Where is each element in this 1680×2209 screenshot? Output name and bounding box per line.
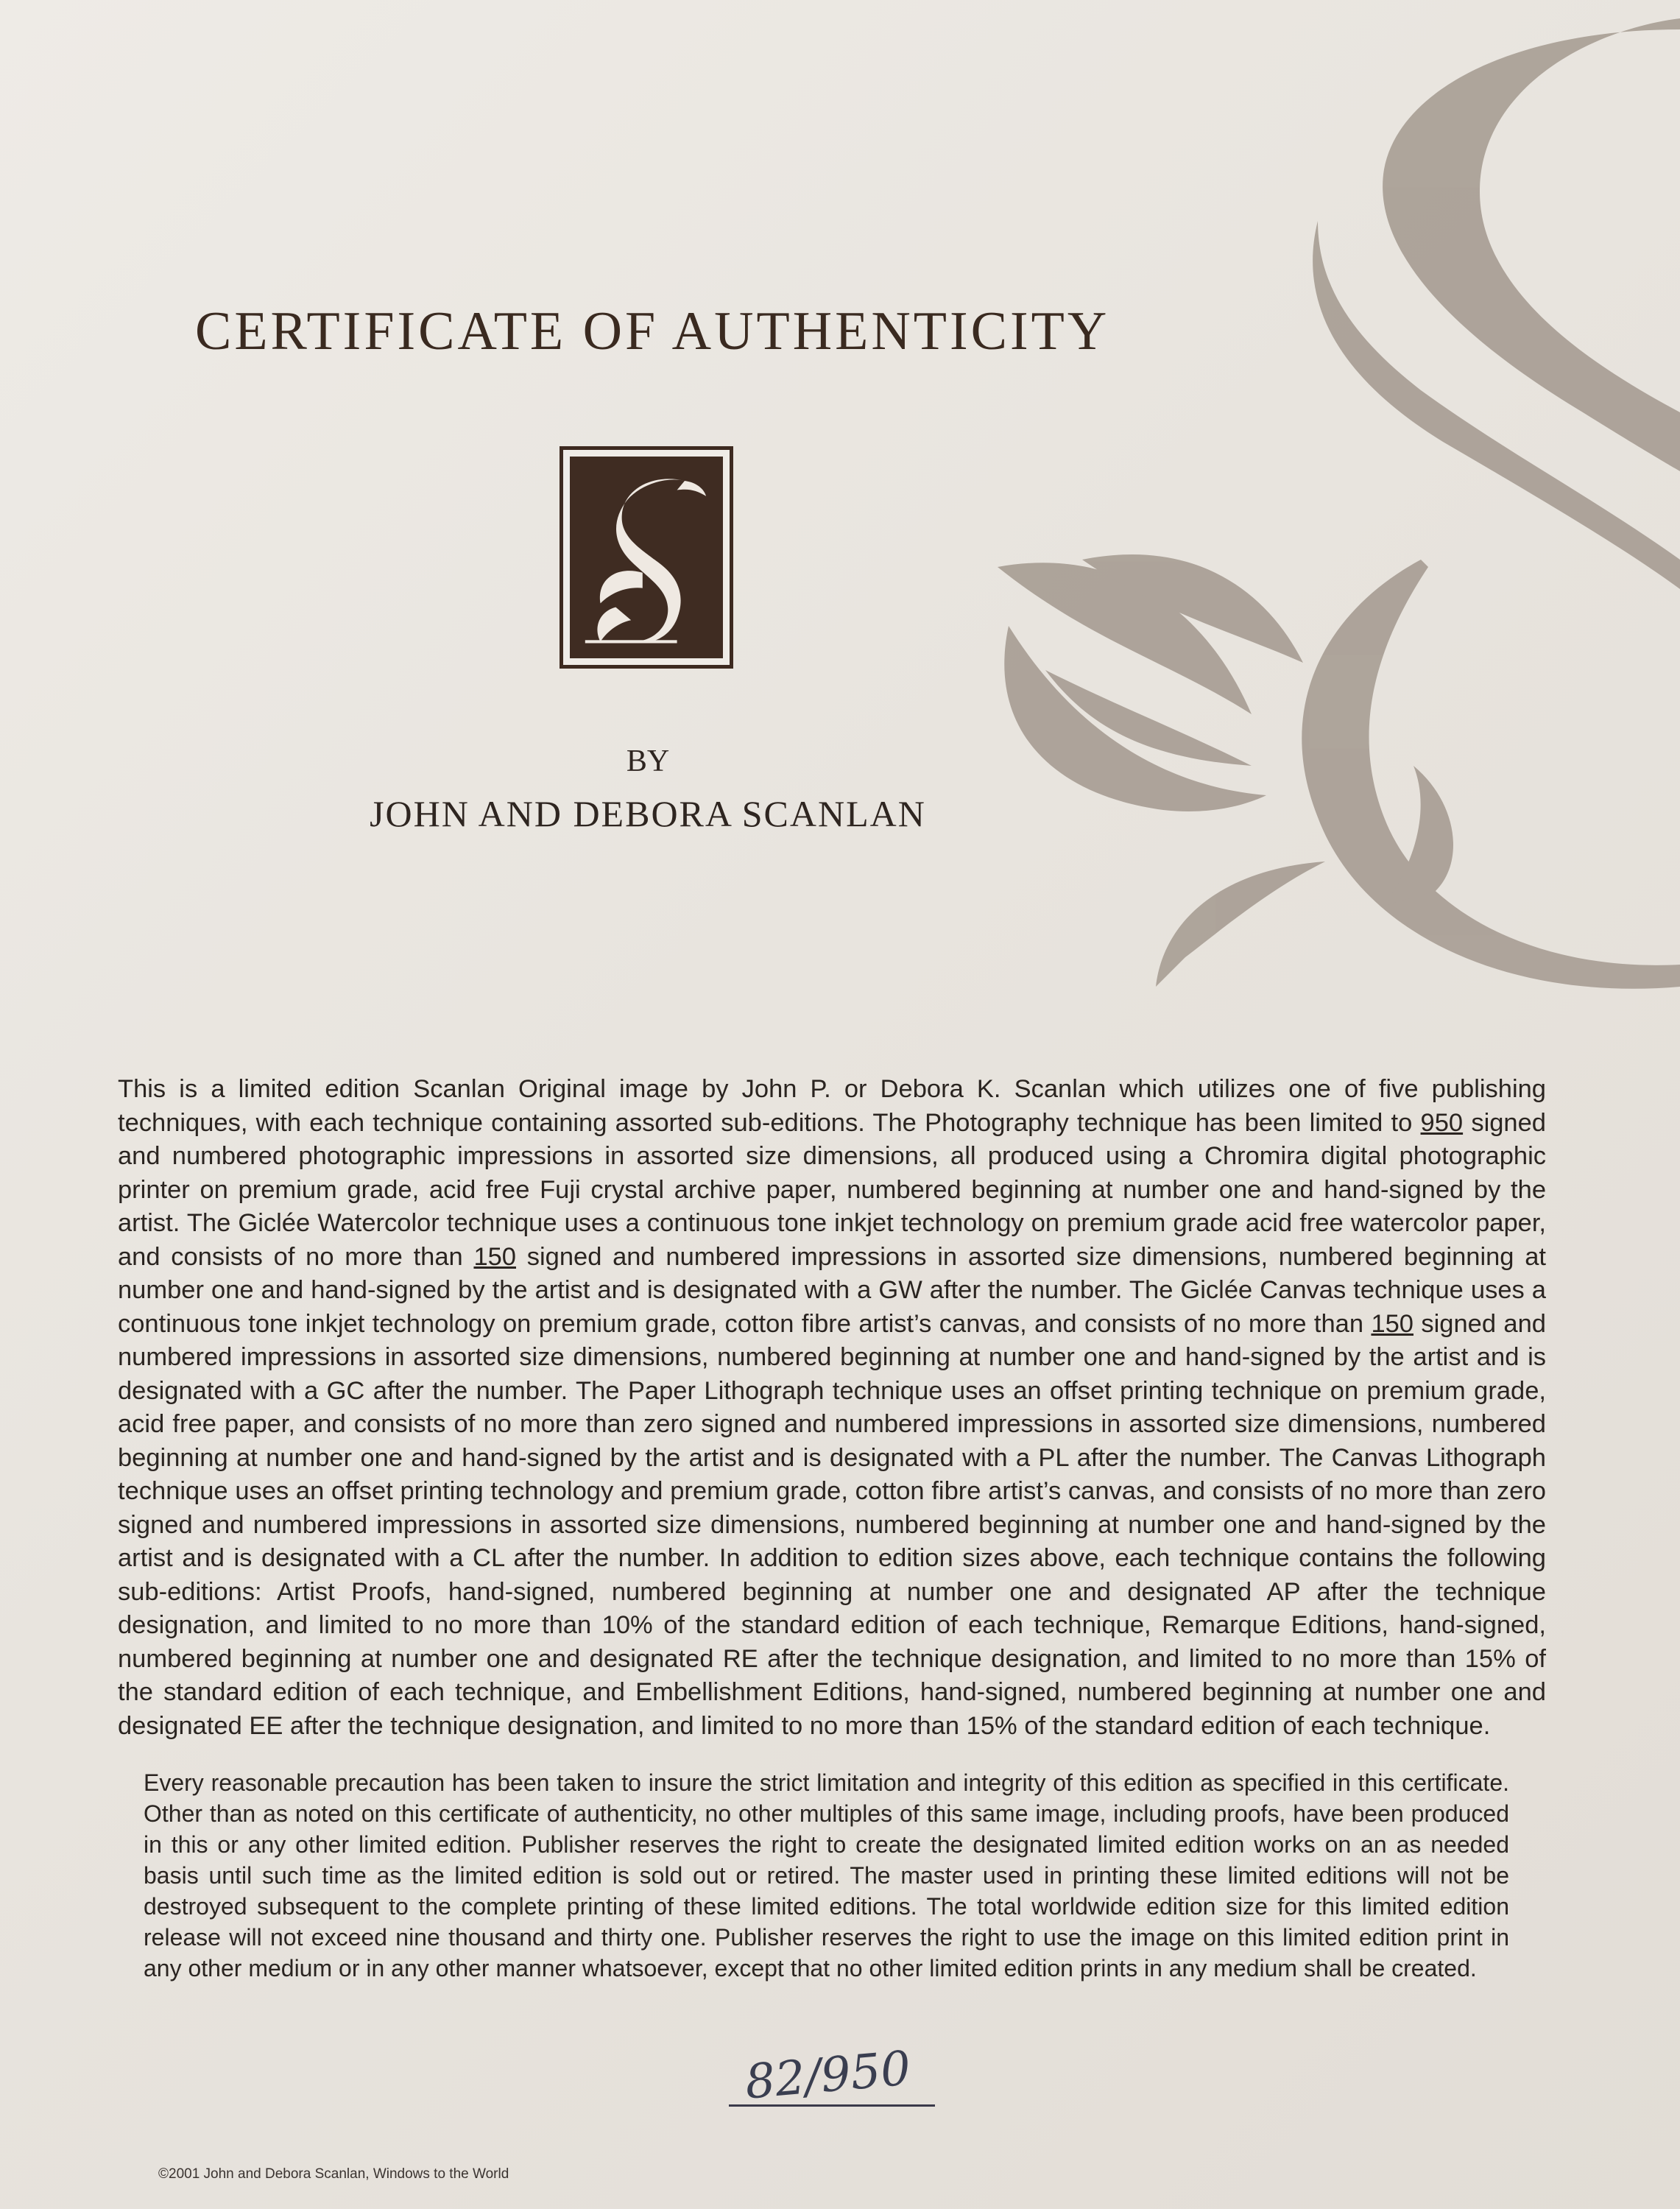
watermark-s-lower-curve: [1302, 560, 1680, 989]
canvas-edition-limit: 150: [1371, 1309, 1413, 1338]
by-label: BY: [626, 744, 670, 778]
watermark-leaf-5: [1156, 862, 1325, 987]
edition-number: 82/950: [743, 2041, 913, 2110]
edition-number-line: [729, 2041, 935, 2110]
scanlan-s-monogram-icon: [570, 457, 723, 658]
terms-text-3: signed and numbered impressions in assorted size dimensions, numbered beginning at number one and hand-signed by the artist and is designated with a GW after the number. The Giclée Canvas technique uses a continuous tone inkjet technology on premium grade, cotton fibre artist’s canvas, and consists of no more than: [118, 1242, 1546, 1338]
edition-terms-paragraph: [118, 1073, 1546, 1743]
terms-text-2: signed and numbered photographic impressions in assorted size dimensions, all produced using a Chromira digital photographic printer on premium grade, acid free Fuji crystal archive paper, numbered beginning at number one and hand-signed by the artist. The Giclée Watercolor technique uses a continuous tone inkjet technology on premium grade acid free watercolor paper, and consists of no more than: [118, 1108, 1546, 1271]
photo-edition-limit: 950: [1420, 1108, 1464, 1137]
artist-names: JOHN AND DEBORA SCANLAN: [370, 793, 926, 834]
terms-text-4: signed and numbered impressions in assorted size dimensions, numbered beginning at number one and hand-signed by the artist and is designated with a GC after the number. The Paper Lithograph technique uses an offset printing technique on premium grade, acid free paper, and consists of no more than zero signed and numbered impressions in assorted size dimensions, numbered beginning at number one and hand-signed by the artist and is designated with a PL after the number. The Canvas Lithograph technique uses an offset printing technology and premium grade, cotton fibre artist’s canvas, and consists of no more than zero signed and numbered impressions in assorted size dimensions, numbered beginning at number one and hand-signed by the artist and is designated with a CL after the number. In addition to edition sizes above, each technique contains the following sub-editions: Artist Proofs, hand-signed, numbered beginning at number one and designated AP after the technique designation, and limited to no more than 10% of the standard edition of each technique, Remarque Editions, hand-signed, numbered beginning at number one and designated RE after the technique designation, and limited to no more than 15% of the standard edition of each technique, and Embellishment Editions, hand-signed, numbered beginning at number one and designated EE after the technique designation, and limited to no more than 15% of the standard edition of each technique.: [118, 1309, 1546, 1740]
certificate-title: CERTIFICATE OF AUTHENTICITY: [195, 301, 1110, 362]
terms-text-1: This is a limited edition Scanlan Original image by John P. or Debora K. Scanlan which utilizes one of five publishing techniques, with each technique containing assorted sub-editions. The Photography technique has been limited to: [118, 1075, 1546, 1137]
precaution-paragraph: Every reasonable precaution has been taken to insure the strict limitation and integrity of this edition as specified in this certificate. Other than as noted on this certificate of authenticity, no other multiples of this same image, including proofs, have been produced in this or any other limited edition. Publisher reserves the right to create the designated limited edition works on an as needed basis until such time as the limited edition is sold out or retired. The master used in printing these limited editions will not be destroyed subsequent to the complete printing of these limited editions. The total worldwide edition size for this limited edition release will not exceed nine thousand and thirty one. Publisher reserves the right to use the image on this limited edition print in any other medium or in any other manner whatsoever, except that no other limited edition prints in any medium shall be created.: [144, 1769, 1509, 1981]
watercolor-edition-limit: 150: [473, 1242, 516, 1271]
scanlan-logo: [560, 446, 733, 669]
copyright-notice: ©2001 John and Debora Scanlan, Windows to the World: [158, 2166, 509, 2182]
